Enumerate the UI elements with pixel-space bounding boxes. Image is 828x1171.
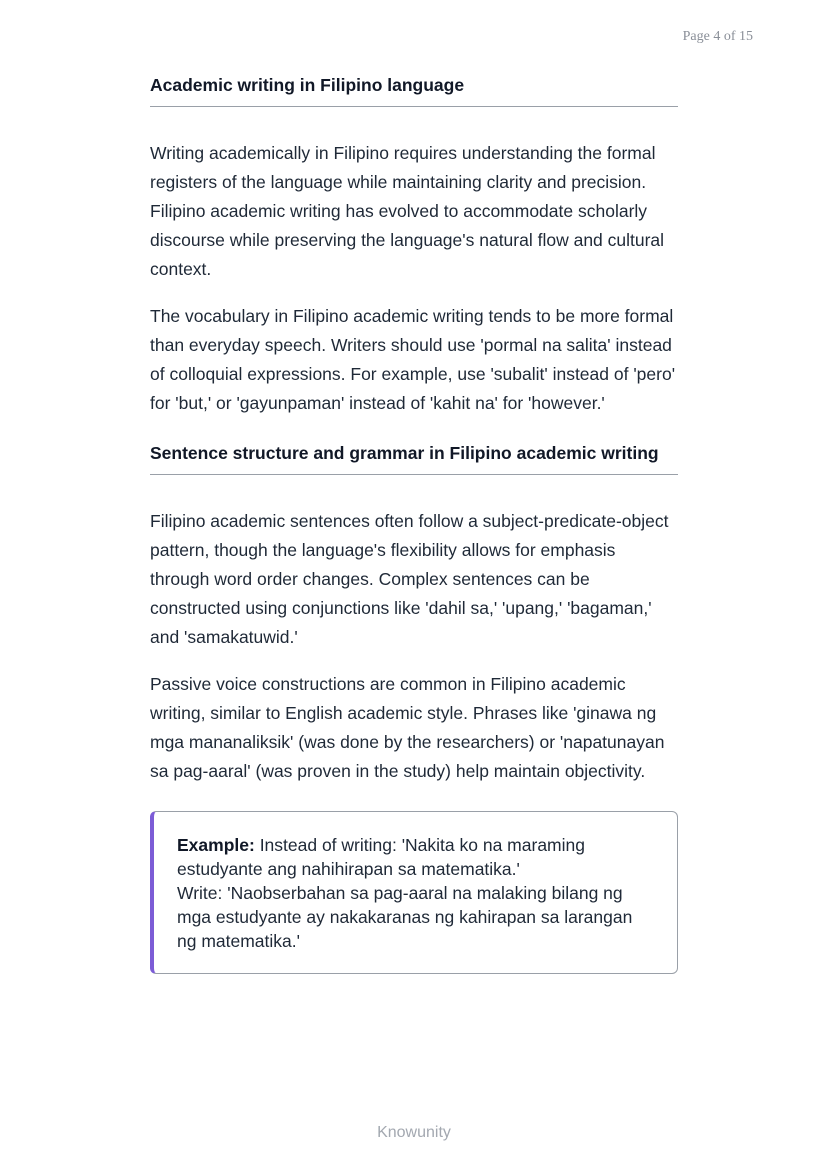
paragraph: Filipino academic sentences often follow a subject-predicate-object pattern, though the language's flexibility allows for emphasis through word order changes. Complex sentences can be constructed using conjunctions like 'dahil sa,' 'upang,' 'bagaman,' and 'samakatuwid.' xyxy=(150,511,669,647)
paragraph: The vocabulary in Filipino academic writing tends to be more formal than everyday speech. Writers should use 'pormal na salita' instead of colloquial expressions. For example, use 'subalit' instead of 'pero' for 'but,' or 'gayunpaman' instead of 'kahit na' for 'however.' xyxy=(150,306,676,413)
page-number: Page 4 of 15 xyxy=(682,29,753,44)
section-heading: Academic writing in Filipino language xyxy=(150,75,678,107)
document-body xyxy=(150,75,678,974)
example-label: Example: xyxy=(177,835,255,855)
section-sentence-structure xyxy=(150,443,678,786)
example-callout xyxy=(150,811,678,974)
footer-brand: Knowunity xyxy=(377,1124,451,1141)
example-line-1 xyxy=(177,833,653,881)
paragraph: Writing academically in Filipino requires understanding the formal registers of the language while maintaining clarity and precision. Filipino academic writing has evolved to accommodate scholarly discourse while preserving the language's natural flow and cultural context. xyxy=(150,143,665,279)
example-text-improved: Write: 'Naobserbahan sa pag-aaral na malaking bilang ng mga estudyante ay nakakaranas ng kahirapan sa larangan ng matematika.' xyxy=(177,883,633,951)
example-text-original: Instead of writing: 'Nakita ko na maraming estudyante ang nahihirapan sa matematika.' xyxy=(177,835,585,879)
paragraph: Passive voice constructions are common in Filipino academic writing, similar to English academic style. Phrases like 'ginawa ng mga mananaliksik' (was done by the researchers) or 'napatunayan sa pag-aaral' (was proven in the study) help maintain objectivity. xyxy=(150,674,665,781)
section-academic-writing xyxy=(150,75,678,418)
section-heading: Sentence structure and grammar in Filipino academic writing xyxy=(150,443,678,475)
